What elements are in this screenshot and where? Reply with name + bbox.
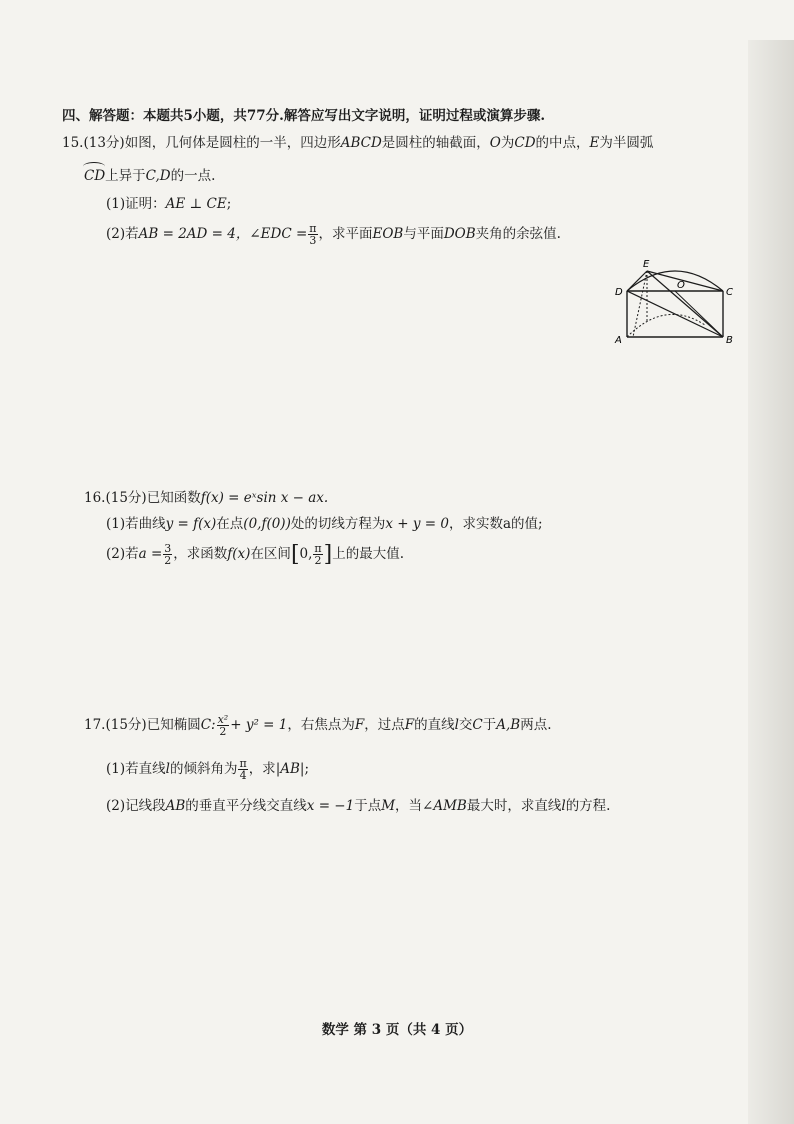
page-edge-shadow: [748, 40, 794, 1124]
section-heading: 四、解答题：本题共5小题，共77分.解答应写出文字说明，证明过程或演算步骤.: [62, 108, 546, 124]
bottom-arc: [627, 314, 705, 337]
label-e: E: [643, 259, 650, 270]
edge-ob: [675, 291, 723, 337]
q17-part2: (2)记线段AB的垂直平分线交直线x = −1于点M，当∠AMB最大时，求直线l的方程.: [106, 798, 611, 814]
edge-ed: [627, 271, 647, 291]
q16-number: 16.: [84, 490, 106, 506]
page-footer: 数学 第 3 页（共 4 页）: [321, 1022, 473, 1038]
fraction-3-2: $\frac{3}{2}$: [164, 542, 172, 567]
q17-part1: (1)若直线l的倾斜角为 $\frac{\pi}{4}$ ，求|AB|;: [106, 757, 310, 782]
q15-part1: (1)证明：AE ⊥ CE;: [106, 196, 232, 212]
q16-part2: (2)若a = $\frac{3}{2}$ ，求函数f(x)在区间[0, $\frac{\pi}{2}$ ]上的最大值.: [106, 542, 405, 567]
label-d: D: [615, 287, 623, 298]
label-o: O: [677, 280, 685, 291]
q15-number: 15.: [62, 135, 84, 151]
q16-part1: (1)若曲线y = f(x)在点(0,f(0))处的切线方程为x + y = 0，求实数a的值;: [106, 516, 543, 532]
q17-number: 17.: [84, 717, 106, 733]
fraction-pi-4: $\frac{\pi}{4}$: [239, 757, 247, 782]
q17-line1: 17.(15分)已知椭圆C: $\frac{\text{x²}}{2}$ + y² = 1，右焦点为F，过点F的直线l交C于A,B两点.: [84, 713, 552, 738]
half-cylinder-figure: [605, 255, 745, 347]
label-c: C: [726, 287, 733, 298]
fraction-pi-2: $\frac{\pi}{2}$: [314, 542, 322, 567]
fraction-x2-2: $\frac{\text{x²}}{2}$: [217, 713, 229, 738]
edge-db: [627, 291, 723, 337]
label-b: B: [726, 335, 733, 346]
q15-part2: (2)若AB = 2AD = 4，∠EDC = $\frac{\pi}{3}$ ，求平面EOB与平面DOB夹角的余弦值.: [106, 222, 561, 247]
q16-line1: 16.(15分)已知函数f(x) = eˣsin x − ax.: [84, 490, 329, 506]
label-a: A: [615, 335, 622, 346]
top-arc: [627, 271, 723, 291]
edge-ea: [633, 271, 647, 337]
q15-line2: CD上异于C,D的一点.: [84, 164, 215, 184]
arc-cd: CD: [84, 168, 105, 184]
fraction-pi-3: $\frac{\pi}{3}$: [309, 222, 317, 247]
q15-line1: 15.(13分)如图，几何体是圆柱的一半，四边形ABCD是圆柱的轴截面，O为CD的中点，E为半圆弧: [62, 135, 654, 151]
